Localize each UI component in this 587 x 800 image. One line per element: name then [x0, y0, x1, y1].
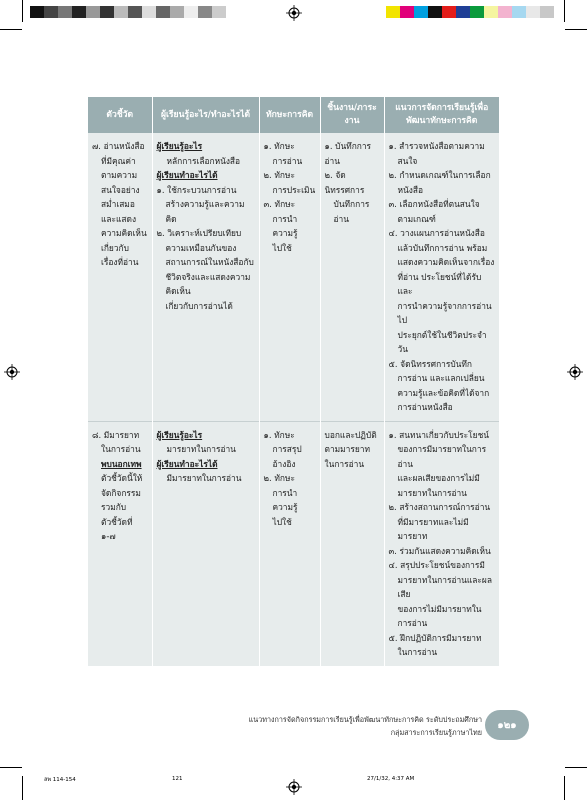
- method-line: ความรู้และข้อคิดที่ได้จาก: [397, 387, 490, 398]
- header-learn: ผู้เรียนรู้อะไร/ทำอะไรได้: [152, 97, 259, 133]
- registration-mark-bottom-icon: [286, 779, 302, 795]
- indicator-line: เรื่องที่อ่าน: [101, 257, 139, 267]
- learn-line: สถานการณ์ในหนังสือกับ: [165, 257, 254, 267]
- indicator-line: สนใจอย่าง: [101, 184, 140, 195]
- registration-mark-right-icon: [567, 364, 583, 380]
- method-line: แสดงความคิดเห็นจากเรื่อง: [397, 257, 495, 267]
- table-header-row: [88, 97, 499, 133]
- learn-line: ๑. ใช้กระบวนการอ่าน: [156, 184, 237, 195]
- skill-line: ๒. ทักษะ: [263, 170, 295, 180]
- method-line: การนำความรู้จากการอ่านไป: [397, 300, 492, 325]
- work-cell: [320, 133, 384, 421]
- indicator-note-heading: พบนอกเทพ: [101, 458, 142, 469]
- method-line: การอ่านหนังสือ: [397, 402, 453, 412]
- skills-cell: [259, 133, 320, 421]
- indicator-note-line: ตัวชี้วัดที่ ๑-๗: [101, 516, 133, 541]
- work-line: ในการอ่าน: [324, 458, 365, 469]
- method-line: ๕. ฝึกปฏิบัติการมีมารยาท: [388, 632, 482, 643]
- learn-line: สร้างความรู้และความคิด: [165, 199, 245, 224]
- indicator-line: สม่ำเสมอ: [101, 199, 135, 209]
- learn-line: ชีวิตจริงและแสดงความคิดเห็น: [165, 271, 251, 296]
- crop-mark: [0, 767, 22, 768]
- header-indicator: ตัวชี้วัด: [88, 97, 152, 133]
- indicator-line: ๘. มีมารยาท: [92, 429, 140, 440]
- crop-mark: [564, 0, 565, 22]
- skill-line: ๑. ทักษะ: [263, 429, 295, 440]
- skill-line: การอ่าน: [272, 155, 303, 166]
- method-line: ๔. วางแผนการอ่านหนังสือ: [388, 228, 485, 238]
- skill-line: การสรุปอ้างอิง: [272, 444, 302, 469]
- skill-line: การนำความรู้: [272, 213, 298, 238]
- indicator-line: ที่มีคุณค่า: [101, 155, 136, 166]
- table-row: [88, 421, 499, 666]
- method-line: ตามเกณฑ์: [397, 213, 436, 224]
- work-line: ๑. บันทึกการอ่าน: [324, 141, 372, 166]
- work-cell: [320, 421, 384, 666]
- indicator-line: ในการอ่าน: [101, 444, 141, 454]
- method-line: ประยุกต์ใช้ในชีวิตประจำวัน: [397, 329, 487, 354]
- method-line: สนใจ: [397, 155, 418, 166]
- learn-line: มีมารยาทในการอ่าน: [166, 473, 242, 483]
- indicator-line: เกี่ยวกับ: [101, 242, 129, 253]
- skill-line: ไปใช้: [272, 516, 292, 527]
- method-line: หนังสือ: [397, 184, 423, 195]
- method-line: การอ่าน และแลกเปลี่ยน: [397, 373, 485, 383]
- skill-line: ไปใช้: [272, 242, 292, 253]
- table-row: [88, 133, 499, 421]
- slug-page: 121: [172, 776, 183, 782]
- indicator-line: ตามความ: [101, 170, 138, 180]
- slug-file: ลพ 114-154: [44, 777, 76, 783]
- learn-line: หลักการเลือกหนังสือ: [166, 155, 241, 166]
- method-line: ของการไม่มีมารยาทในการอ่าน: [397, 603, 482, 628]
- learning-table: [88, 97, 499, 666]
- learn-line: มารยาทในการอ่าน: [166, 444, 236, 454]
- method-line: ของการมีมารยาทในการอ่าน: [397, 444, 487, 469]
- crop-mark: [22, 0, 23, 22]
- learn-cell: [152, 133, 259, 421]
- registration-mark-left-icon: [4, 364, 20, 380]
- print-color-bar: [386, 6, 554, 18]
- method-line: ๔. สรุปประโยชน์ของการมี: [388, 560, 485, 570]
- crop-mark: [565, 29, 587, 30]
- indicator-line: และแสดง: [101, 213, 137, 224]
- crop-mark: [22, 776, 23, 800]
- print-gray-bar: [30, 6, 226, 18]
- learn-line: เกี่ยวกับการอ่านได้: [165, 300, 233, 311]
- header-method: แนวการจัดการเรียนรู้เพื่อพัฒนาทักษะการคิด: [384, 97, 499, 133]
- skill-line: ๑. ทักษะ: [263, 141, 295, 151]
- header-work: ชิ้นงาน/ภาระงาน: [320, 97, 384, 133]
- indicator-note-line: จัดกิจกรรม: [101, 487, 141, 498]
- skill-line: การนำความรู้: [272, 487, 298, 512]
- learn-heading: ผู้เรียนทำอะไรได้: [156, 458, 218, 469]
- indicator-note-line: ตัวชี้วัดนี้ให้: [101, 473, 143, 483]
- method-line: ๕. จัดนิทรรศการบันทึก: [388, 358, 472, 369]
- learn-heading: ผู้เรียนทำอะไรได้: [156, 170, 218, 180]
- learn-heading: ผู้เรียนรู้อะไร: [156, 141, 203, 151]
- indicator-cell: [88, 421, 152, 666]
- skill-line: ๒. ทักษะ: [263, 473, 295, 483]
- skill-line: การประเมิน: [272, 184, 316, 195]
- method-line: ๑. สนทนาเกี่ยวกับประโยชน์: [388, 429, 489, 440]
- crop-mark: [0, 29, 22, 30]
- method-line: ที่มีมารยาทและไม่มีมารยาท: [397, 516, 469, 541]
- work-line: บันทึกการอ่าน: [333, 199, 370, 224]
- slug-date: 27/1/32, 4:37 AM: [367, 776, 415, 782]
- indicator-cell: [88, 133, 152, 421]
- crop-mark: [564, 776, 565, 800]
- indicator-note-line: รวมกับ: [101, 502, 127, 512]
- method-cell: [384, 133, 499, 421]
- method-line: แล้วบันทึกการอ่าน พร้อม: [397, 242, 488, 253]
- method-line: ๒. สร้างสถานการณ์การอ่าน: [388, 502, 491, 512]
- work-line: บอกและปฏิบัติ: [324, 429, 377, 440]
- method-line: ที่อ่าน ประโยชน์ที่ได้รับ และ: [397, 271, 482, 296]
- learn-line: ๒. วิเคราะห์เปรียบเทียบ: [156, 228, 242, 238]
- method-line: ๒. กำหนดเกณฑ์ในการเลือก: [388, 170, 491, 180]
- work-line: ๒. จัดนิทรรศการ: [324, 170, 365, 195]
- method-line: มารยาทในการอ่าน: [397, 487, 467, 498]
- method-line: มารยาทในการอ่านและผลเสีย: [397, 574, 492, 599]
- header-skills: ทักษะการคิด: [259, 97, 320, 133]
- method-line: ในการอ่าน: [397, 647, 438, 657]
- page-footer: [249, 713, 482, 739]
- registration-mark-top-icon: [286, 5, 302, 21]
- learn-line: ความเหมือนกันของ: [165, 242, 237, 253]
- skills-cell: [259, 421, 320, 666]
- work-line: ตามมารยาท: [324, 444, 371, 454]
- method-cell: [384, 421, 499, 666]
- indicator-line: ความคิดเห็น: [101, 228, 147, 238]
- method-line: ๓. เลือกหนังสือที่ตนสนใจ: [388, 199, 480, 209]
- footer-subject: กลุ่มสาระการเรียนรู้ภาษาไทย: [390, 728, 482, 737]
- indicator-line: ๗. อ่านหนังสือ: [92, 141, 145, 151]
- page-number-badge: ๑๒๑: [485, 710, 529, 740]
- learn-heading: ผู้เรียนรู้อะไร: [156, 429, 203, 440]
- crop-mark: [565, 767, 587, 768]
- skill-line: ๓. ทักษะ: [263, 199, 296, 209]
- method-line: ๑. สำรวจหนังสือตามความ: [388, 141, 485, 151]
- method-line: และผลเสียของการไม่มี: [397, 473, 480, 483]
- footer-book-title: แนวทางการจัดกิจกรรมการเรียนรู้เพื่อพัฒนาทักษะการคิด ระดับประถมศึกษา: [248, 715, 482, 724]
- learn-cell: [152, 421, 259, 666]
- method-line: ๓. ร่วมกันแสดงความคิดเห็น: [388, 545, 491, 556]
